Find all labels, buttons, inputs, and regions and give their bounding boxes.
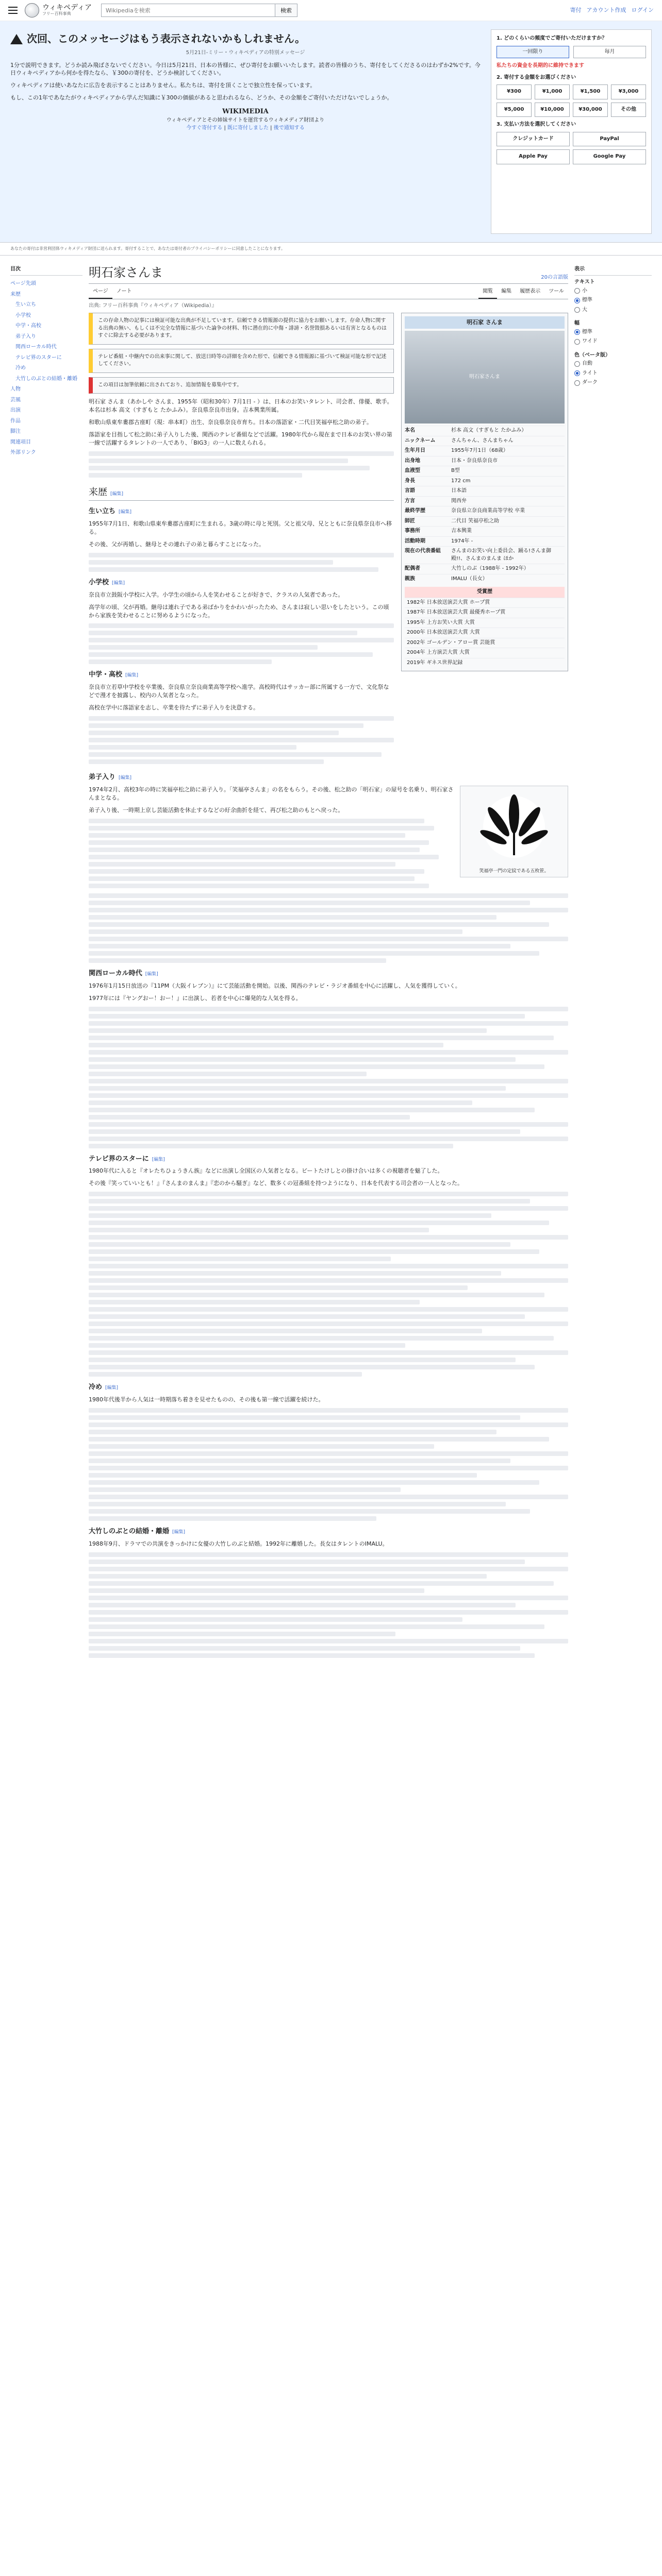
user-links bbox=[570, 6, 654, 14]
toc-item[interactable]: テレビ界のスターに bbox=[15, 354, 62, 361]
warning-icon bbox=[10, 34, 23, 44]
payment-title: 3. 支払い方法を選択してください bbox=[496, 122, 576, 127]
subsection-heading: テレビ界のスターに [編集] bbox=[89, 1155, 165, 1163]
infobox-key: 師匠 bbox=[405, 518, 415, 524]
portrait-caption: 明石家さんま bbox=[469, 374, 500, 380]
infobox-value: さんちゃん、さんまちゃん bbox=[451, 437, 514, 444]
edit-section-link[interactable]: [編集] bbox=[172, 1530, 186, 1535]
toc-item[interactable]: 人物 bbox=[10, 386, 21, 393]
maintenance-notice: この項目は加筆依頼に出されており、追加情報を募集中です。 bbox=[89, 377, 394, 394]
main-layout bbox=[0, 256, 662, 1660]
tab-read[interactable]: 閲覧 bbox=[478, 286, 497, 299]
banner-headline bbox=[10, 31, 481, 46]
edit-section-link[interactable]: [編集] bbox=[112, 580, 125, 586]
banner-paragraph: ウィキペディアは使いあなたに広告を表示することはありません。私たちは、寄付を頂くことで独立性を保っています。 bbox=[10, 82, 316, 89]
pay-apple-pay[interactable]: Apple Pay bbox=[496, 149, 570, 164]
frequency-note: 私たちの資金を長期的に維持できます bbox=[496, 63, 584, 69]
width-label: 幅 bbox=[574, 320, 580, 327]
toc-item[interactable]: 関西ローカル時代 bbox=[15, 344, 57, 350]
subsection-heading: 生い立ち [編集] bbox=[89, 507, 132, 516]
paragraph: 1955年7月1日、和歌山県東牟婁郡古座町に生まれる。3歳の時に母と死別。父と祖父母、兄とともに奈良県奈良市へ移る。 bbox=[89, 520, 392, 535]
paragraph: その後『笑っていいとも！』『さんまのまんま』『恋のから騒ぎ』など、数多くの冠番組を持つようになり、日本を代表する司会者の一人となった。 bbox=[89, 1180, 463, 1187]
page-content bbox=[82, 256, 574, 1660]
paragraph: その後、父が再婚し、継母とその連れ子の弟と暮らすことになった。 bbox=[89, 540, 264, 548]
text-size-large[interactable]: 大 bbox=[574, 306, 652, 315]
pay-credit-card[interactable]: クレジットカード bbox=[496, 132, 570, 147]
crest-figure bbox=[460, 786, 568, 877]
infobox-value: 1955年7月1日（68歳） bbox=[451, 448, 508, 454]
tab-edit[interactable]: 編集 bbox=[501, 289, 512, 295]
paragraph: 1980年代後半から人気は一時期落ち着きを見せたものの、その後も第一線で活躍を続けた。 bbox=[89, 1396, 324, 1403]
amount-option[interactable]: ¥10,000 bbox=[535, 103, 570, 117]
article-body-continued bbox=[89, 773, 568, 1658]
toc-item[interactable]: 芸風 bbox=[10, 397, 21, 403]
paragraph: 1977年には『ヤングおー！おー！』に出演し、若者を中心に爆発的な人気を得る。 bbox=[89, 994, 302, 1002]
lead-paragraph: 和歌山県東牟婁郡古座町（現：串本町）出生、奈良県奈良市育ち。日本の落語家・二代目笑福亭松之助の弟子。 bbox=[89, 419, 372, 426]
infobox-key: 現在の代表番組 bbox=[405, 548, 441, 554]
infobox-key: 血液型 bbox=[405, 468, 420, 474]
infobox-value: 大竹しのぶ（1988年 - 1992年） bbox=[451, 566, 529, 572]
frequency-monthly[interactable]: 毎月 bbox=[573, 46, 646, 59]
language-selector[interactable]: 20の言語版 bbox=[541, 274, 568, 280]
tab-page[interactable]: ページ bbox=[89, 286, 112, 299]
article-source: 出典: フリー百科事典『ウィキペディア（Wikipedia）』 bbox=[89, 302, 217, 309]
infobox-row bbox=[405, 564, 565, 574]
portrait-image[interactable] bbox=[405, 331, 565, 423]
infobox-row bbox=[405, 466, 565, 476]
banner-subline: 5月21日-ミリー・ウィキペディアの特別メッセージ bbox=[186, 50, 305, 56]
infobox-row bbox=[405, 574, 565, 584]
search-button[interactable]: 検索 bbox=[275, 4, 297, 17]
appearance-panel bbox=[574, 256, 652, 1660]
table-of-contents bbox=[10, 256, 82, 1660]
amount-option[interactable]: ¥1,000 bbox=[535, 84, 570, 99]
donate-now-link[interactable]: 今すぐ寄付する bbox=[186, 125, 223, 131]
appearance-title: 表示 bbox=[574, 266, 652, 276]
banner-footer-text: ウィキペディアとその姉妹サイトを運営するウィキメディア財団より bbox=[166, 117, 325, 124]
amount-option[interactable]: ¥3,000 bbox=[611, 84, 646, 99]
lead-paragraph: 明石家 さんま（あかしや さんま、1955年（昭和30年）7月1日 - ）は、日本のお笑いタレント、司会者、俳優、歌手。本名は杉本 高文（すぎもと たかふみ）。奈良県奈良市出身。吉本興業所属。 bbox=[89, 398, 393, 414]
infobox-row bbox=[405, 456, 565, 466]
toc-item[interactable]: 中学・高校 bbox=[15, 323, 41, 329]
text-size-standard[interactable]: 標準 bbox=[574, 296, 652, 306]
site-name-text: ウィキペディア bbox=[42, 3, 92, 12]
infobox-value: さんまのお笑い向上委員会、踊る!さんま御殿!!、さんまのまんま ほか bbox=[451, 548, 552, 562]
remind-later-link[interactable]: 後で通知する bbox=[273, 125, 305, 131]
paragraph: 1974年2月、高校3年の時に笑福亭松之助に弟子入り。「笑福亭さんま」の名をもらう。その後、松之助の「明石家」の屋号を名乗り、明石家さんまとなる。 bbox=[89, 786, 454, 801]
create-account-link[interactable]: アカウント作成 bbox=[586, 7, 626, 14]
infobox-key: 最終学歴 bbox=[405, 508, 425, 514]
awards-title: 受賞歴 bbox=[405, 587, 565, 598]
banner-message bbox=[10, 29, 481, 234]
color-light[interactable]: ライト bbox=[574, 369, 652, 379]
paragraph: 高学年の頃、父が再婚。継母は連れ子である弟ばかりをかわいがったため、さんまは寂しい思いをしたという。この頃から家族を笑わせることに努めるようになった。 bbox=[89, 603, 389, 619]
toc-item[interactable]: 弟子入り bbox=[15, 333, 36, 340]
toc-item[interactable]: 生い立ち bbox=[15, 302, 36, 308]
infobox-row bbox=[405, 546, 565, 564]
section-heading: 来歴 [編集] bbox=[89, 486, 394, 501]
infobox-value: 二代目 笑福亭松之助 bbox=[451, 518, 500, 524]
infobox-row bbox=[405, 426, 565, 436]
amount-option[interactable]: ¥300 bbox=[496, 84, 532, 99]
award-item: 1982年 日本放送演芸大賞 ホープ賞 bbox=[405, 598, 565, 608]
login-link[interactable]: ログイン bbox=[631, 7, 654, 14]
already-donated-link[interactable]: 既に寄付しました bbox=[227, 125, 269, 131]
site-logo[interactable] bbox=[25, 3, 92, 18]
amount-option[interactable]: ¥1,500 bbox=[573, 84, 608, 99]
infobox-key: 本名 bbox=[405, 428, 415, 434]
infobox-row bbox=[405, 486, 565, 496]
frequency-title: 1. どのくらいの頻度でご寄付いただけますか？ bbox=[496, 36, 607, 41]
infobox-key: 活動時期 bbox=[405, 538, 425, 544]
text-size-small[interactable]: 小 bbox=[574, 286, 652, 296]
edit-section-link[interactable]: [編集] bbox=[152, 1157, 165, 1162]
width-wide[interactable]: ワイド bbox=[574, 337, 652, 347]
infobox-key: 言語 bbox=[405, 488, 415, 494]
banner-fine-print: あなたの寄付は非営利団体ウィキメディア財団に送られます。寄付することで、あなたは寄付者のプライバシーポリシーに同意したことになります。 bbox=[0, 243, 662, 256]
paragraph: 弟子入り後、一時期上京し芸能活動を休止するなどの紆余曲折を経て、再び松之助のもとへ戻った。 bbox=[89, 806, 344, 814]
subsection-heading: 大竹しのぶとの結婚・離婚 [編集] bbox=[89, 1528, 186, 1536]
infobox-value: 172 cm bbox=[451, 478, 471, 484]
paragraph: 1980年代に入ると『オレたちひょうきん族』などに出演し全国区の人気者となる。ビートたけしとの掛け合いは多くの視聴者を魅了した。 bbox=[89, 1167, 443, 1175]
paragraph: 1988年9月、ドラマでの共演をきっかけに女優の大竹しのぶと結婚。1992年に離婚した。長女はタレントのIMALU。 bbox=[89, 1540, 388, 1547]
pay-google-pay[interactable]: Google Pay bbox=[573, 149, 646, 164]
edit-section-link[interactable]: [編集] bbox=[119, 775, 132, 781]
toc-item[interactable]: 冷め bbox=[15, 365, 26, 371]
color-dark[interactable]: ダーク bbox=[574, 378, 652, 388]
site-name bbox=[42, 4, 92, 16]
toc-item[interactable]: ページ先頭 bbox=[10, 281, 36, 287]
toc-item[interactable]: 外部リンク bbox=[10, 450, 36, 456]
search-form bbox=[101, 4, 297, 17]
crest-caption: 笑福亭一門の定紋である五枚笹。 bbox=[479, 869, 549, 874]
award-item: 1995年 上方お笑い大賞 大賞 bbox=[405, 618, 565, 628]
lead-paragraph: 落語家を目指して松之助に弟子入りした後、関西のテレビ番組などで活躍。1980年代から現在まで日本のお笑い界の第一線で活躍するタレントの一人であり、「BIG3」の一人に数えられる。 bbox=[89, 431, 392, 447]
awards-list bbox=[405, 587, 565, 668]
toc-item[interactable]: 脚注 bbox=[10, 429, 21, 435]
toc-item[interactable]: 大竹しのぶとの結婚・離婚 bbox=[15, 376, 77, 382]
tab-history[interactable]: 履歴表示 bbox=[520, 289, 541, 295]
pay-paypal[interactable]: PayPal bbox=[573, 132, 646, 147]
infobox-value: 杉本 高文（すぎもと たかふみ） bbox=[451, 428, 527, 434]
banner-paragraph: 1分で説明できます。どうか読み飛ばさないでください。今日は5月21日、日本の皆様に、ぜひ寄付をお願いいたします。読者の皆様のうち、寄付をしてくださるのはわずか2%です。今日ウィキペディアから何かを得たなら、￥300の寄付を、どうか検討してください。 bbox=[10, 61, 481, 77]
infobox-key: 生年月日 bbox=[405, 448, 425, 454]
page-title-text: 明石家さんま bbox=[89, 265, 163, 280]
donate-link[interactable]: 寄付 bbox=[570, 7, 582, 14]
infobox-row bbox=[405, 446, 565, 456]
infobox-value: IMALU（長女） bbox=[451, 575, 488, 582]
infobox-value: B型 bbox=[451, 468, 460, 474]
amount-title: 2. 寄付する金額をお選びください bbox=[496, 74, 576, 80]
infobox-row bbox=[405, 506, 565, 516]
main-menu-icon[interactable] bbox=[8, 7, 18, 14]
infobox-value: 1974年 - bbox=[451, 538, 473, 544]
edit-section-link[interactable]: [編集] bbox=[110, 492, 124, 497]
color-label: 色（ベータ版） bbox=[574, 352, 610, 358]
infobox-key: 事務所 bbox=[405, 528, 420, 534]
subsection-heading: 中学・高校 [編集] bbox=[89, 671, 139, 679]
edit-section-link[interactable]: [編集] bbox=[145, 971, 158, 977]
page-tabs bbox=[89, 286, 568, 299]
edit-section-link[interactable]: [編集] bbox=[119, 510, 132, 515]
infobox-row bbox=[405, 436, 565, 446]
infobox-key: ニックネーム bbox=[405, 437, 436, 444]
infobox-key: 方言 bbox=[405, 498, 415, 504]
infobox-key: 身長 bbox=[405, 478, 415, 484]
edit-section-link[interactable]: [編集] bbox=[125, 673, 139, 679]
paragraph: 1976年1月15日放送の『11PM（大阪イレブン）』にて芸能活動を開始。以後、関西のテレビ・ラジオ番組を中心に活躍し、人気を獲得していく。 bbox=[89, 982, 461, 989]
infobox-row bbox=[405, 476, 565, 486]
donation-form bbox=[491, 29, 652, 234]
award-item: 2004年 上方演芸大賞 大賞 bbox=[405, 648, 565, 658]
toc-item[interactable]: 来歴 bbox=[10, 291, 21, 297]
infobox-key: 配偶者 bbox=[405, 566, 420, 572]
fundraising-banner bbox=[0, 21, 662, 243]
page-title bbox=[89, 264, 568, 284]
toc-item[interactable]: 出演 bbox=[10, 408, 21, 414]
subsection-heading: 冷め [編集] bbox=[89, 1383, 119, 1392]
banner-paragraph: もし、この1年であなたがウィキペディアから学んだ知識に￥300の価値があると思われるなら、どうか、その金額をご寄付いただけないでしょうか。 bbox=[10, 94, 393, 101]
subsection-heading: 関西ローカル時代 [編集] bbox=[89, 969, 158, 977]
search-input[interactable] bbox=[101, 4, 275, 17]
infobox-value: 日本・奈良県奈良市 bbox=[451, 457, 498, 464]
wikipedia-globe-icon bbox=[25, 3, 39, 18]
frequency-once[interactable]: 一回限り bbox=[496, 46, 569, 59]
amount-option[interactable]: ¥5,000 bbox=[496, 103, 532, 117]
infobox-key: 出身地 bbox=[405, 457, 420, 464]
text-size-label: テキスト bbox=[574, 279, 595, 285]
paragraph: 高校在学中に落語家を志し、卒業を待たずに弟子入りを決意する。 bbox=[89, 704, 259, 711]
edit-section-link[interactable]: [編集] bbox=[105, 1385, 119, 1391]
award-item: 2002年 ゴールデン・アロー賞 芸能賞 bbox=[405, 638, 565, 648]
color-auto[interactable]: 自動 bbox=[574, 359, 652, 369]
infobox-value: 奈良県立奈良商業高等学校 卒業 bbox=[451, 508, 525, 514]
amount-option[interactable]: その他 bbox=[611, 103, 646, 117]
site-subtitle: フリー百科事典 bbox=[42, 11, 71, 16]
paragraph: 奈良市立若草中学校を卒業後、奈良県立奈良商業高等学校へ進学。高校時代はサッカー部に所属する一方で、文化祭などで漫才を披露し、校内の人気者となった。 bbox=[89, 684, 389, 699]
infobox-key: 親族 bbox=[405, 575, 415, 582]
award-item: 2019年 ギネス世界記録 bbox=[405, 658, 565, 668]
paragraph: 奈良市立鼓阪小学校に入学。小学生の頃から人を笑わせることが好きで、クラスの人気者であった。 bbox=[89, 591, 344, 598]
banner-footer: WIKIMEDIA ウィキペディアとその姉妹サイトを運営するウィキメディア財団より 今すぐ寄付する | 既に寄付しました | 後で通知する bbox=[10, 107, 481, 132]
infobox-value: 関西弁 bbox=[451, 498, 467, 504]
banner-headline-text: 次回、このメッセージはもう表示されないかもしれません。 bbox=[27, 32, 305, 45]
top-bar bbox=[0, 0, 662, 21]
width-standard[interactable]: 標準 bbox=[574, 328, 652, 337]
infobox bbox=[401, 313, 568, 671]
infobox-value: 吉本興業 bbox=[451, 528, 472, 534]
infobox-row bbox=[405, 516, 565, 527]
toc-item[interactable]: 小学校 bbox=[15, 312, 31, 318]
five-bamboo-leaves-crest-icon bbox=[465, 788, 563, 866]
toc-title: 目次 bbox=[10, 266, 82, 276]
article-body bbox=[89, 313, 394, 767]
award-item: 1987年 日本放送演芸大賞 最優秀ホープ賞 bbox=[405, 607, 565, 618]
infobox-row bbox=[405, 536, 565, 547]
toc-item[interactable]: 関連項目 bbox=[10, 439, 31, 445]
maintenance-notice: テレビ番組・中継内での出来事に関して、放送日時等の詳細を含めた形で、信頼できる情報源に基づいて検証可能な形で記述してください。 bbox=[89, 349, 394, 373]
maintenance-notice: この存命人物の記事には検証可能な出典が不足しています。信頼できる情報源の提供に協力をお願いします。存命人物に関する出典の無い、もしくは不完全な情報に基づいた論争の材料、特に潜在的に中傷・誹謗・名誉毀損あるいは有害となるものはすぐに除去する必要があります。 bbox=[89, 313, 394, 345]
tab-tools[interactable]: ツール bbox=[549, 289, 564, 295]
infobox-row bbox=[405, 526, 565, 536]
infobox-value: 日本語 bbox=[451, 488, 467, 494]
subsection-heading: 弟子入り [編集] bbox=[89, 773, 132, 782]
infobox-row bbox=[405, 496, 565, 506]
amount-option[interactable]: ¥30,000 bbox=[573, 103, 608, 117]
toc-item[interactable]: 作品 bbox=[10, 418, 21, 424]
infobox-title: 明石家 さんま bbox=[405, 316, 565, 329]
subsection-heading: 小学校 [編集] bbox=[89, 578, 125, 586]
tab-talk[interactable]: ノート bbox=[116, 289, 132, 295]
wikimedia-logo: WIKIMEDIA bbox=[222, 108, 269, 116]
award-item: 2000年 日本放送演芸大賞 大賞 bbox=[405, 628, 565, 638]
